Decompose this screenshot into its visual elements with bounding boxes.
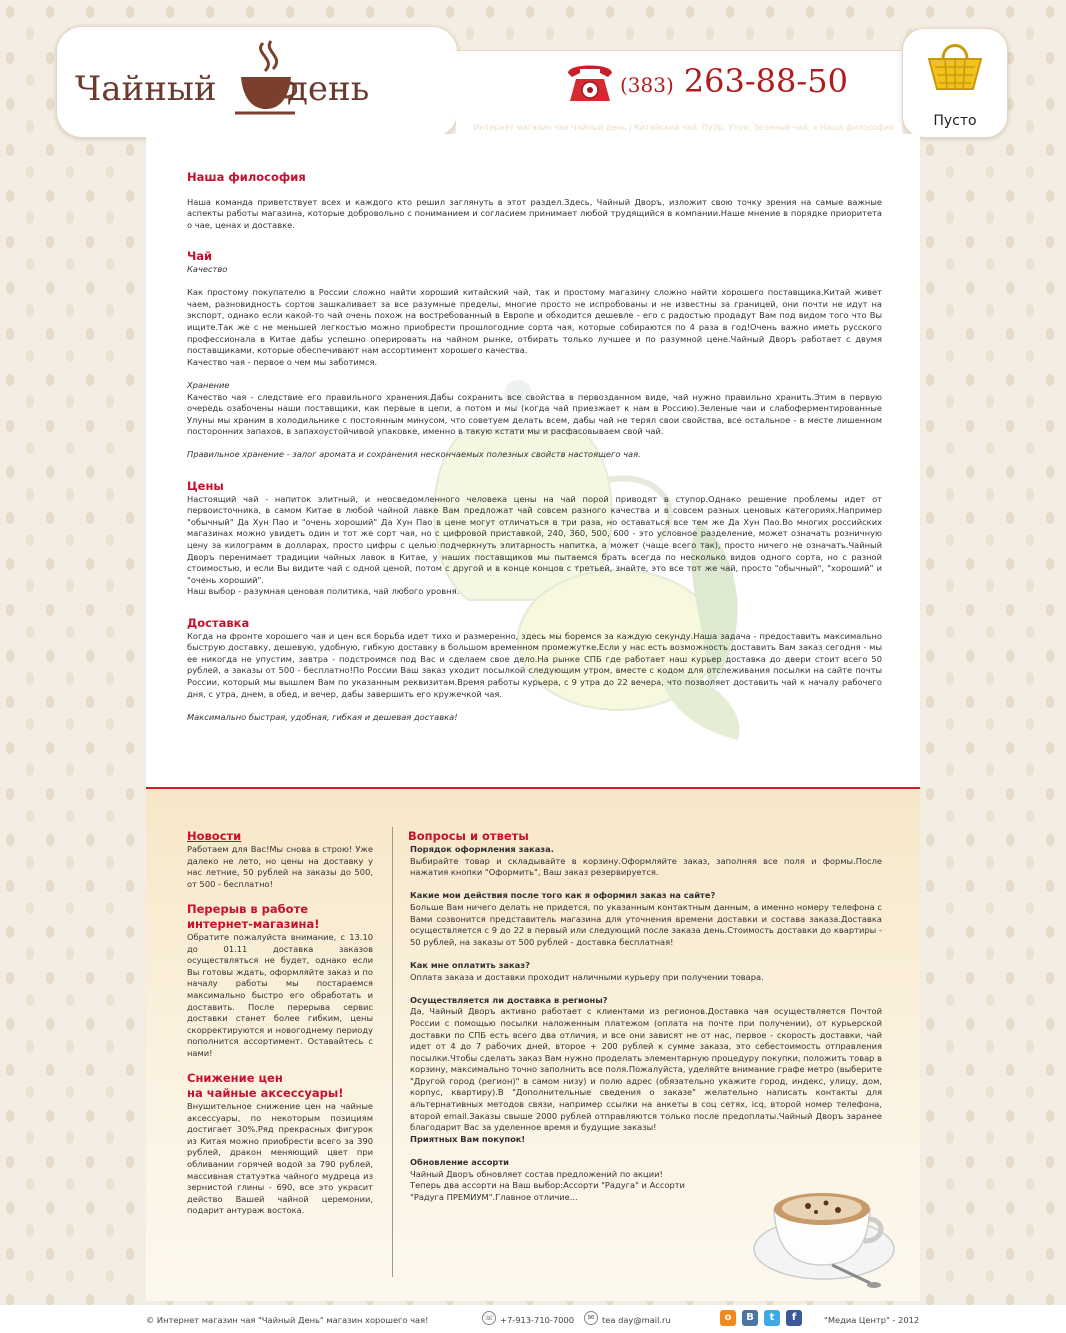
- shopping-basket-icon: [925, 37, 985, 95]
- prices-text: Настоящий чай - напиток элитный, и неосведомленного человека цены на чай порой приводят в ступор.Однако решение проблемы идет от первоисточника, в самом Китае в любой чайной лавке Вам предложат чай совсем разного качества и в совсем разных ценовых категориях.Например "обычный" Да Хун Пао и "очень хороший" Да Хун Пао в цене могут отличаться в три раза, но оставаться все тем же Да Хун Пао.Во многих российских магазинах можно увидеть один и тот же сорт чая, но с цифровой приставкой, 240, 360, 500, 600 - это условное разделение, может означать розничную цену за килограмм в долларах, просто цифры с целью подчеркнуть элитарность напитка, а может (чаще всего так), просто ничего не означать.Чайный Дворъ перенимает традиции чайных лавок в Китае, у наших поставщиков мы пытаемся брать всегда по несколько видов одного сорта, но с разной стоимостью, и если Вы видите чай с одной ценой, потом с другой и в конце концов с третьей, знайте, это все тот же чай, просто "обычный", "хороший" и "очень хороший".: [187, 493, 882, 585]
- quality-subheading: Качество: [187, 263, 228, 274]
- site-logo[interactable]: [56, 26, 458, 138]
- faq-question[interactable]: Какие мои действия после того как я оформил заказ на сайте?: [410, 890, 716, 901]
- prices-summary: Наш выбор - разумная ценовая политика, чай любого уровня.: [187, 586, 460, 597]
- faq-answer: Выбирайте товар и складывайте в корзину.Оформляйте заказ, заполняя все поля и формы.После нажатия кнопки "Оформить", Ваш заказ резервируется.: [410, 855, 882, 878]
- delivery-heading: Доставка: [187, 615, 250, 630]
- facebook-icon[interactable]: f: [786, 1310, 802, 1326]
- footer-copyright: © Интернет магазин чая "Чайный День" магазин хорошего чая!: [146, 1315, 429, 1325]
- phone-number: 263-88-50: [683, 62, 848, 100]
- quality-text: Как простому покупателю в России сложно найти хороший китайский чай, так и простому магазину сложно найти хорошего поставщика.Китай живет чаем, разновидность сортов зашкаливает за все разумные пределы, многие просто не испробованы и не известны за границей, они почти не идут на экспорт, однако если какой-то чай очень похож на востребованный в Европе и обходится дешевле - его с радостью продадут Вам под видом того что Вы ищите.Так же с не меньшей легкостью можно приобрести прошлогодние сорта чая, которые собираются по 4 раза в год!Очень важно иметь русского профессионала в Китае дабы успешно оперировать на чайном рынке, отбирать только лучшее и по разумной цене.Чайный Дворъ работает с двумя поставщиками, которые обеспечивают нам ассортимент хорошего качества.: [187, 287, 882, 356]
- telephone-icon: [564, 57, 616, 105]
- faq-answer: Да, Чайный Дворъ активно работает с клиентами из регионов.Доставка чая осуществляется Почтой России с помощью посылки наложенным платежом (оплата на почте при получении), от курьерской доставки по СПБ есть всего два отличия, и все они зависят не от нас, первое - скорость доставки, чай идет от 4 до 7 рабочих дней, второе + 200 рублей к сумме заказа, это себестоимость отправления посылки.Чтобы сделать заказ Вам нужно проделать элементарную процедуру покупки, положить товар в корзину, максимально точно заполнить все поля.Пожалуйста, уделяйте внимание графе метро (выберите "Другой город (регион)" в самом низу) и полю адрес (обязательно укажите город, индекс, улицу, дом, корпус, квартиру).В "Дополнительные сведения о заказе" желательно написать контакты для альтернативных методов связи, например ссылки на анкеты в соц сетях, icq, второй номер телефона, второй email.Заказы свыше 2000 рублей отправляются только после предоплаты.Чайный Дворъ заранее благодарит Вас за уделенное время и будущие заказы!: [410, 1006, 882, 1133]
- vkontakte-icon[interactable]: В: [742, 1310, 758, 1326]
- coffee-cup-image: [746, 1161, 896, 1289]
- prices-heading: Цены: [187, 478, 224, 493]
- faq-question[interactable]: Порядок оформления заказа.: [410, 844, 554, 854]
- bottom-section: [146, 787, 920, 1301]
- cart-button[interactable]: [902, 28, 1008, 138]
- twitter-icon[interactable]: t: [764, 1310, 780, 1326]
- phone-code: (383): [620, 73, 674, 97]
- faq-answer: Больше Вам ничего делать не придется, по указанным контактным данным, а именно номеру телефона с Вами созвонится представитель магазина для уточнения времени доставки и состава заказа.Доставка осуществляется с 9 до 22 в первый или следующий после заказа день.Стоимость доставки до квартиры - 50 рублей, на заказы от 500 рублей - доставка бесплатная!: [410, 901, 882, 947]
- faq-answer-line: Чайный Дворъ обновляет состав предложений по акции!: [410, 1168, 663, 1179]
- header-bar: [456, 50, 902, 136]
- faq-heading[interactable]: Вопросы и ответы: [408, 829, 529, 843]
- news-text: Работаем для Вас!Мы снова в строю! Уже далеко не лето, но цены на доставку у нас летние, 50 рублей на заказы до 500, от 500 - бесплатно!: [187, 844, 373, 889]
- phone-icon: ☏: [482, 1311, 496, 1325]
- intro-text: Наша команда приветствует всех и каждого кто решил заглянуть в этот раздел.Здесь, Чайный Дворъ, изложит свою точку зрения на самые важные аспекты работы магазина, которые добровольно с пониманием и согласием принимает любой трудящийся в компании.Наше мнение в порядке приоритета о чае, ценах и доставке.: [187, 196, 882, 230]
- tea-heading: Чай: [187, 248, 213, 263]
- phone-block[interactable]: [564, 57, 848, 105]
- faq-question[interactable]: Как мне оплатить заказ?: [410, 959, 530, 970]
- faq-question[interactable]: Осуществляется ли доставка в регионы?: [410, 994, 608, 1005]
- footer-credit[interactable]: "Медиа Центр" - 2012: [824, 1315, 920, 1325]
- email-icon: ✉: [584, 1311, 598, 1325]
- faq-answer: Оплата заказа и доставки проходит наличными курьеру при получении товара.: [410, 971, 764, 982]
- break-heading-line2[interactable]: интернет-магазина!: [187, 916, 320, 931]
- news-column: [187, 829, 373, 1217]
- footer-phone: +7-913-710-7000: [500, 1315, 574, 1325]
- break-heading-line1[interactable]: Перерыв в работе: [187, 901, 309, 916]
- delivery-summary: Максимально быстрая, удобная, гибкая и дешевая доставка!: [187, 711, 458, 722]
- delivery-text: Когда на фронте хорошего чая и цен вся борьба идет тихо и размеренно, здесь мы боремся за каждую секунду.Наша задача - предоставить максимально быструю доставку, дешевую, удобную, гибкую доставку в большом временном промежутке.Если у нас есть возможность доставить Вам заказ сегодня - мы ее никогда не упустим, завтра - подстроимся под Вас и сделаем свое дело.На рынке СПБ где работает наш курьер доставка до двери стоит всего 50 рублей, а заказы от 500 - бесплатно!По России Ваш заказ уходит посылкой следующим утром, вместе с кодом для отслеживания посылки на сайте почты России, который мы вышлем Вам по указанным реквизитам.Время работы курьера, с 9 утра до 22 вечера, что позволяет доставить чай к началу рабочего дня, с утра, днем, в обед, и вечер, дабы завершить его кружечкой чая.: [187, 630, 882, 699]
- sale-text: Внушительное снижение цен на чайные аксессуары, по некоторым позициям достигает 30%.Ряд прекрасных фигурок из Китая можно приобрести всего за 390 рублей, дракон меняющий цвет при обливании горячей водой за 790 рублей, массивная статуэтка чайного мудреца из зернистой глины - 690, все это украсит действо Вашей чайной церемонии, подарит антураж востока.: [187, 1101, 373, 1216]
- faq-question[interactable]: Обновление ассорти: [410, 1157, 509, 1168]
- page-title: Наша философия: [187, 170, 306, 184]
- logo-text-right: день: [287, 69, 370, 109]
- main-content: [146, 134, 920, 788]
- quality-summary: Качество чая - первое о чем мы заботимся.: [187, 356, 378, 367]
- cart-status: Пусто: [933, 113, 977, 129]
- footer: [0, 1305, 1066, 1333]
- breadcrumb[interactable]: Интернет магазин чая Чайный день | Китайский чай, ПуЭр, Улун, Зеленый чай. » Наша философия: [473, 123, 894, 132]
- column-divider: [392, 827, 393, 1277]
- footer-email[interactable]: tea day@mail.ru: [602, 1315, 671, 1325]
- storage-text: Качество чая - следствие его правильного хранения.Дабы сохранить все свойства в первозданном виде, чай нужно правильно хранить.Этим в первую очередь озабочены наши поставщики, как первые в цепи, а потом и мы (когда чай приезжает к нам в Россию).Зеленые чаи и слабоферментированные Улуны мы храним в холодильнике с постоянным минусом, что советуем делать всем, дабы чай не терял свои свойства, все остальное - в месте лишенном посторонних запахов, в запахоустойчивой упаковке, именно в такую кстати мы и расфасовываем свой чай.: [187, 391, 882, 437]
- faq-answer-line: "Радуга ПРЕМИУМ".Главное отличие...: [410, 1191, 578, 1202]
- faq-answer-line: Теперь два ассорти на Ваш выбор:Ассорти "Радуга" и Ассорти: [410, 1180, 685, 1191]
- faq-column: [408, 829, 882, 1203]
- news-heading[interactable]: Новости: [187, 829, 242, 843]
- faq-answer-closing: Приятных Вам покупок!: [410, 1133, 526, 1144]
- storage-summary: Правильное хранение - залог аромата и сохранения нескончаемых полезных свойств настоящего чая.: [187, 449, 641, 460]
- storage-subheading: Хранение: [187, 379, 230, 390]
- logo-text-left: Чайный: [75, 69, 217, 109]
- sale-heading-line1[interactable]: Снижение цен: [187, 1071, 283, 1086]
- sale-heading-line2[interactable]: на чайные аксессуары!: [187, 1086, 344, 1101]
- break-text: Обратите пожалуйста внимание, с 13.10 до 01.11 доставка заказов осуществляться не будет, однако если Вы готовы ждать, оформляйте заказ и по началу работы мы постараемся максимально быстро его обработать и доставить. После перерыва сервис доставки станет более гибким, цены скорректируются и новогоднему периоду пополнится ассортимент. Оставайтесь с нами!: [187, 931, 373, 1058]
- odnoklassniki-icon[interactable]: о: [720, 1310, 736, 1326]
